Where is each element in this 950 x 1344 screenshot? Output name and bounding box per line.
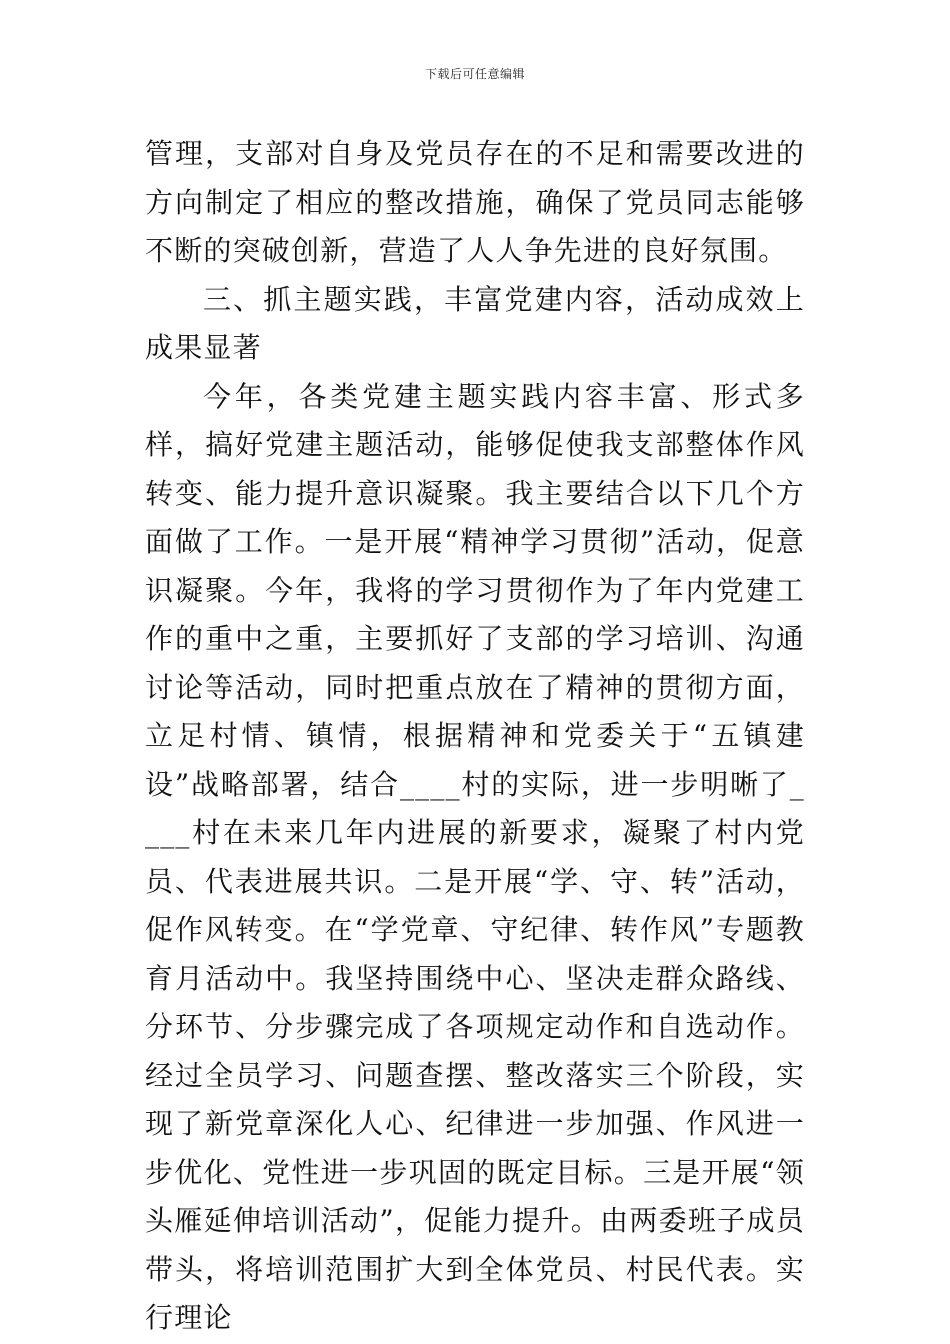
section-heading-3: 三、抓主题实践，丰富党建内容，活动成效上成果显著 bbox=[145, 282, 805, 364]
paragraph-1: 管理，支部对自身及党员存在的不足和需要改进的方向制定了相应的整改措施，确保了党员同志能够不断的突破创新，营造了人人争先进的良好氛围。 bbox=[145, 137, 805, 267]
paragraph-2: 今年，各类党建主题实践内容丰富、形式多样，搞好党建主题活动，能够促使我支部整体作风转变、能力提升意识凝聚。我主要结合以下几个方面做了工作。一是开展“精神学习贯彻”活动，促意识凝聚。今年，我将的学习贯彻作为了年内党建工作的重中之重，主要抓好了支部的学习培训、沟通讨论等活动，同时把重点放在了精神的贯彻方面，立足村情、镇情，根据精神和党委关于“五镇建设”战略部署，结合____村的实际，进一步明晰了____村在未来几年内进展的新要求，凝聚了村内党员、代表进展共识。二是开展“学、守、转”活动，促作风转变。在“学党章、守纪律、转作风”专题教育月活动中。我坚持围绕中心、坚决走群众路线、分环节、分步骤完成了各项规定动作和自选动作。经过全员学习、问题查摆、整改落实三个阶段，实现了新党章深化人心、纪律进一步加强、作风进一步优化、党性进一步巩固的既定目标。三是开展“领头雁延伸培训活动”，促能力提升。由两委班子成员带头，将培训范围扩大到全体党员、村民代表。实行理论 bbox=[145, 379, 805, 1334]
document-body bbox=[145, 130, 805, 1343]
header-note: 下载后可任意编辑 bbox=[424, 67, 525, 81]
